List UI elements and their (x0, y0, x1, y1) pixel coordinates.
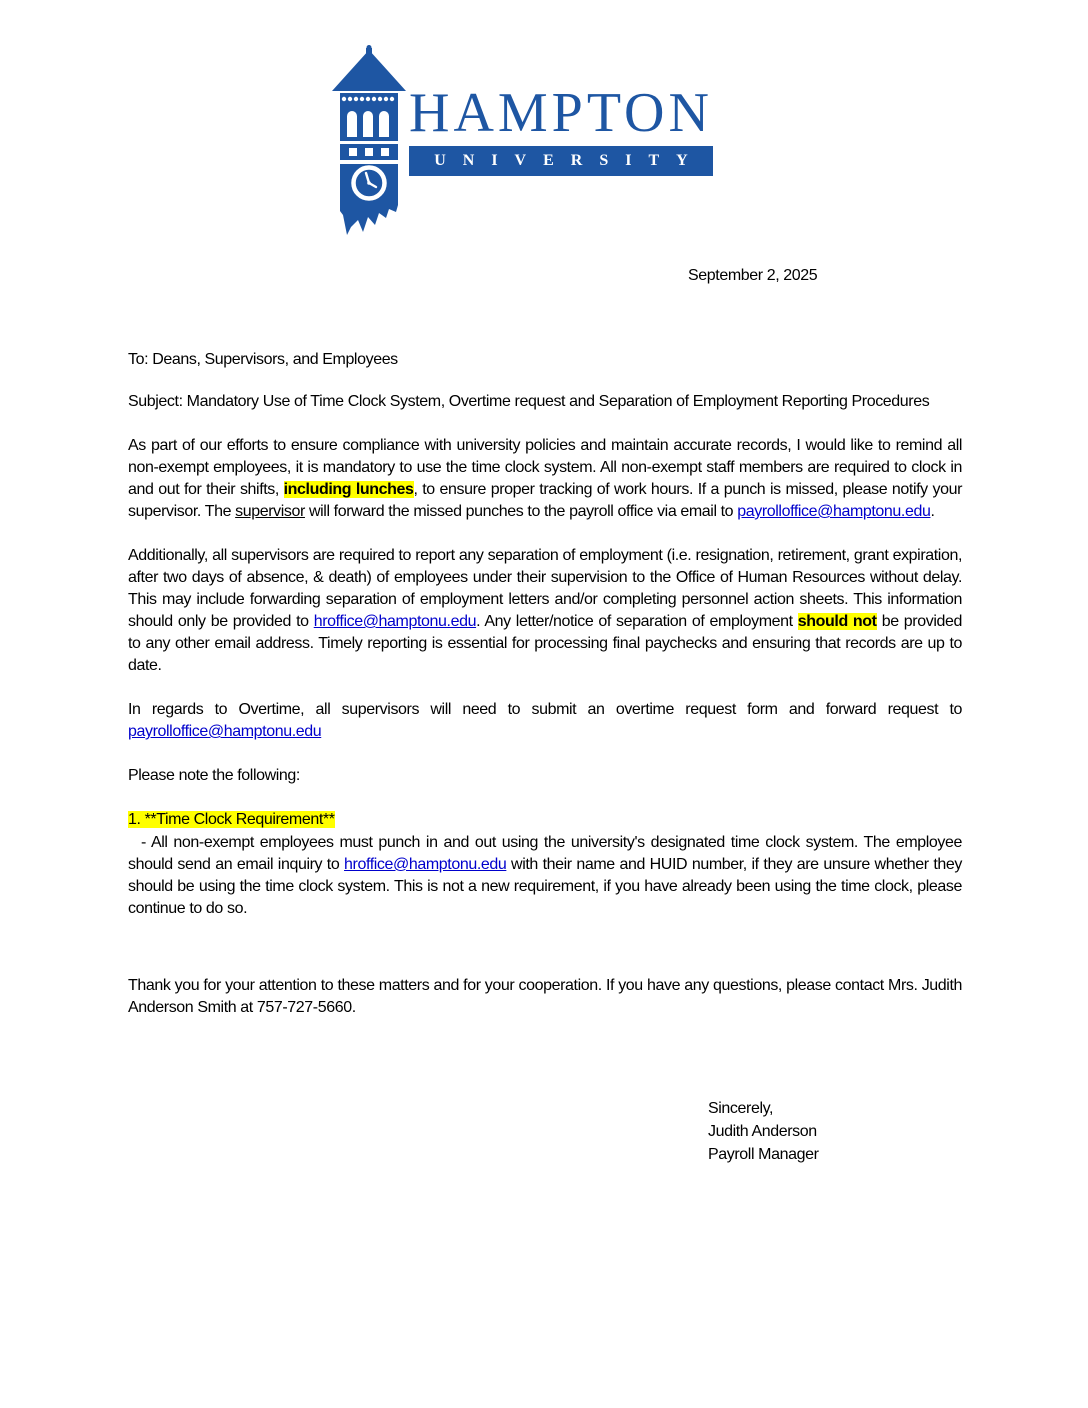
text-segment: . (930, 503, 935, 520)
text-segment: should not (797, 613, 877, 630)
text-segment: 1. **Time Clock Requirement** (128, 811, 335, 828)
text-segment: In regards to Overtime, all supervisors will need to submit an overtime request form and forward request to (128, 701, 962, 718)
subject-line: Subject: Mandatory Use of Time Clock System, Overtime request and Separation of Employment Reporting Procedures (128, 393, 930, 410)
email-link[interactable]: payrolloffice@hamptonu.edu (737, 503, 931, 520)
text-segment: - All non-exempt employees must punch in and out using the university's designated time clock system. The employee should send an email inquiry to (128, 834, 962, 873)
signature-name: Judith Anderson (708, 1123, 817, 1140)
paragraph-please-note (128, 765, 962, 787)
email-link[interactable]: payrolloffice@hamptonu.edu (128, 723, 322, 740)
email-link[interactable]: hroffice@hamptonu.edu (313, 613, 477, 630)
text-segment: with their name and HUID number, if they are unsure whether they should be using the time clock system. This is not a new requirement, if you have already been using the time clock, please continue to do so. (128, 856, 962, 917)
email-link[interactable]: hroffice@hamptonu.edu (344, 856, 507, 873)
text-segment: Additionally, all supervisors are required to report any separation of employment (i.e. resignation, retirement, grant expiration, after two days of absence, & death) of employees under their supervision to the Office of Human Resources without delay. This may include forwarding separation of employment letters and/or completing personnel action sheets. This information should only be provided to (128, 547, 962, 630)
text-segment: supervisor (235, 503, 305, 520)
date-line: September 2, 2025 (688, 267, 818, 284)
clock-tower-icon (332, 45, 406, 235)
signature-title: Payroll Manager (708, 1146, 819, 1163)
to-line: To: Deans, Supervisors, and Employees (128, 351, 398, 368)
signature-block (708, 1097, 962, 1166)
text-segment: will forward the missed punches to the payroll office via email to (304, 503, 738, 520)
text-segment: As part of our efforts to ensure compliance with university policies and maintain accurate records, I would like to remind all non-exempt employees, it is mandatory to use the time clock system. All non-exempt staff members are required to clock in and out for their shifts, (128, 437, 962, 498)
logo-university-banner (409, 146, 713, 176)
text-segment: including lunches (283, 481, 414, 498)
logo-wordmark: HAMPTON (409, 82, 713, 144)
logo-text-block (409, 45, 713, 176)
section-heading-time-clock (128, 809, 962, 831)
paragraph-separation-reporting (128, 545, 962, 677)
paragraph-closing-thanks (128, 975, 962, 1019)
university-logo (332, 45, 962, 237)
logo-banner-text: UNIVERSITY (434, 152, 705, 169)
signature-closing: Sincerely, (708, 1100, 774, 1117)
paragraph-overtime-requests (128, 699, 962, 743)
paragraph-time-clock-policy (128, 435, 962, 523)
text-segment: Please note the following: (128, 767, 300, 784)
paragraph-time-clock-detail (128, 832, 962, 920)
text-segment: . Any letter/notice of separation of employment (476, 613, 798, 630)
text-segment: Thank you for your attention to these matters and for your cooperation. If you have any questions, please contact Mrs. Judith Anderson Smith at 757-727-5660. (128, 977, 962, 1016)
text-segment: be provided to any other email address. Timely reporting is essential for processing final paychecks and ensuring that records are up to date. (128, 613, 962, 674)
text-segment: , to ensure proper tracking of work hours. If a punch is missed, please notify your supervisor. The (128, 481, 962, 520)
